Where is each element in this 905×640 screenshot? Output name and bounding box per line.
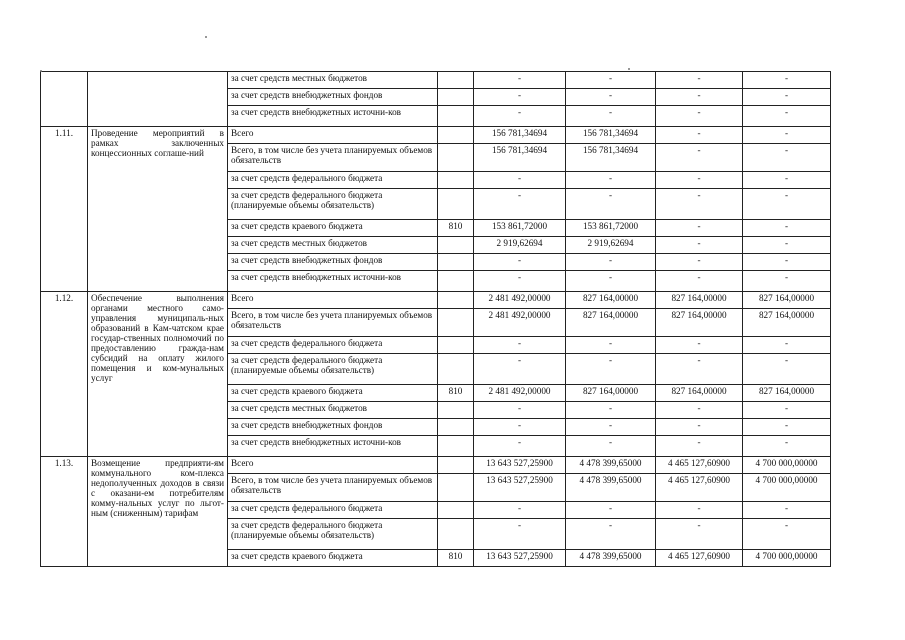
budget-code (438, 436, 474, 457)
amount-cell: - (656, 89, 743, 106)
amount-cell: - (743, 519, 831, 550)
amount-cell: 2 481 492,00000 (474, 385, 566, 402)
amount-cell: - (743, 172, 831, 189)
amount-cell: 827 164,00000 (566, 292, 656, 309)
activity-name: Возмещение предприяти-ям коммунального ком-плекса недополученных доходов в связи с оказани-ем потребителям комму-нальных услуг по льгот-ным (сниженным) тарифам (88, 457, 228, 567)
budget-code (438, 144, 474, 172)
amount-cell: - (566, 337, 656, 354)
amount-cell: 4 700 000,00000 (743, 457, 831, 474)
funding-source: за счет средств федерального бюджета (228, 172, 438, 189)
amount-cell: 4 465 127,60900 (656, 550, 743, 567)
amount-cell: - (656, 354, 743, 385)
budget-code (438, 271, 474, 292)
budget-code (438, 474, 474, 502)
amount-cell: - (743, 354, 831, 385)
amount-cell: - (743, 189, 831, 220)
amount-cell: - (743, 106, 831, 127)
amount-cell: 2 481 492,00000 (474, 292, 566, 309)
amount-cell: 156 781,34694 (474, 127, 566, 144)
amount-cell: - (474, 89, 566, 106)
budget-code (438, 127, 474, 144)
amount-cell: - (474, 254, 566, 271)
funding-source: за счет средств внебюджетных источни-ков (228, 436, 438, 457)
budget-code (438, 309, 474, 337)
amount-cell: - (743, 337, 831, 354)
funding-source: за счет средств краевого бюджета (228, 220, 438, 237)
amount-cell: 4 700 000,00000 (743, 550, 831, 567)
amount-cell: 827 164,00000 (743, 385, 831, 402)
amount-cell: - (566, 519, 656, 550)
amount-cell: - (743, 419, 831, 436)
amount-cell: - (566, 106, 656, 127)
amount-cell: 153 861,72000 (474, 220, 566, 237)
amount-cell: - (656, 144, 743, 172)
activity-name (88, 72, 228, 127)
funding-source: за счет средств местных бюджетов (228, 237, 438, 254)
amount-cell: - (656, 172, 743, 189)
budget-code (438, 106, 474, 127)
amount-cell: - (743, 144, 831, 172)
budget-code (438, 337, 474, 354)
amount-cell: - (474, 172, 566, 189)
budget-code (438, 354, 474, 385)
budget-code (438, 254, 474, 271)
funding-source: за счет средств краевого бюджета (228, 385, 438, 402)
amount-cell: - (566, 72, 656, 89)
funding-source: за счет средств федерального бюджета (планируемые объемы обязательств) (228, 519, 438, 550)
activity-name: Проведение мероприятий в рамках заключенных концессионных соглаше-ний (88, 127, 228, 292)
budget-code (438, 292, 474, 309)
amount-cell: - (656, 337, 743, 354)
budget-code (438, 189, 474, 220)
funding-source: за счет средств федерального бюджета (228, 337, 438, 354)
amount-cell: 2 481 492,00000 (474, 309, 566, 337)
amount-cell: 13 643 527,25900 (474, 457, 566, 474)
amount-cell: - (656, 436, 743, 457)
scan-speck (628, 68, 630, 70)
funding-source: за счет средств федерального бюджета (планируемые объемы обязательств) (228, 189, 438, 220)
amount-cell: - (743, 89, 831, 106)
funding-source: за счет средств местных бюджетов (228, 72, 438, 89)
budget-code (438, 457, 474, 474)
amount-cell: 2 919,62694 (474, 237, 566, 254)
amount-cell: 13 643 527,25900 (474, 550, 566, 567)
amount-cell: - (743, 127, 831, 144)
budget-table-page (40, 71, 830, 567)
amount-cell: - (656, 189, 743, 220)
activity-name: Обеспечение выполнения органами местного само-управления муниципаль-ных образований в Кам-чатском крае государ-ственных полномочий по предоставлению гражда-нам субсидий на оплату жилого помещения и ком-мунальных услуг (88, 292, 228, 457)
amount-cell: 4 478 399,65000 (566, 457, 656, 474)
row-number: 1.11. (41, 127, 88, 292)
funding-source: за счет средств местных бюджетов (228, 402, 438, 419)
table-row (41, 292, 831, 309)
amount-cell: - (566, 419, 656, 436)
amount-cell: - (743, 72, 831, 89)
row-number (41, 72, 88, 127)
amount-cell: - (656, 127, 743, 144)
funding-source: за счет средств внебюджетных источни-ков (228, 106, 438, 127)
budget-code: 810 (438, 385, 474, 402)
amount-cell: 13 643 527,25900 (474, 474, 566, 502)
amount-cell: - (743, 220, 831, 237)
budget-code (438, 519, 474, 550)
amount-cell: 4 465 127,60900 (656, 474, 743, 502)
table-row (41, 127, 831, 144)
amount-cell: - (566, 189, 656, 220)
budget-code (438, 72, 474, 89)
amount-cell: - (474, 189, 566, 220)
amount-cell: - (566, 436, 656, 457)
amount-cell: - (566, 354, 656, 385)
amount-cell: 156 781,34694 (566, 127, 656, 144)
amount-cell: - (656, 106, 743, 127)
amount-cell: - (474, 106, 566, 127)
amount-cell: - (566, 502, 656, 519)
amount-cell: - (656, 502, 743, 519)
amount-cell: 2 919,62694 (566, 237, 656, 254)
budget-code (438, 419, 474, 436)
amount-cell: 153 861,72000 (566, 220, 656, 237)
funding-source: за счет средств федерального бюджета (228, 502, 438, 519)
budget-table (40, 71, 831, 567)
funding-source: за счет средств внебюджетных источни-ков (228, 271, 438, 292)
amount-cell: - (474, 337, 566, 354)
amount-cell: - (474, 354, 566, 385)
budget-code: 810 (438, 550, 474, 567)
funding-source: Всего, в том числе без учета планируемых объемов обязательств (228, 309, 438, 337)
amount-cell: - (656, 402, 743, 419)
scan-speck (205, 36, 207, 38)
amount-cell: 4 465 127,60900 (656, 457, 743, 474)
amount-cell: - (743, 254, 831, 271)
amount-cell: 827 164,00000 (743, 292, 831, 309)
funding-source: Всего (228, 127, 438, 144)
amount-cell: 827 164,00000 (743, 309, 831, 337)
table-row (41, 72, 831, 89)
amount-cell: - (656, 519, 743, 550)
amount-cell: 827 164,00000 (656, 309, 743, 337)
amount-cell: 156 781,34694 (566, 144, 656, 172)
amount-cell: - (743, 502, 831, 519)
budget-code (438, 402, 474, 419)
amount-cell: 4 478 399,65000 (566, 474, 656, 502)
amount-cell: - (656, 254, 743, 271)
amount-cell: 827 164,00000 (656, 385, 743, 402)
amount-cell: - (474, 271, 566, 292)
amount-cell: - (474, 502, 566, 519)
budget-code: 810 (438, 220, 474, 237)
row-number: 1.13. (41, 457, 88, 567)
amount-cell: - (743, 271, 831, 292)
funding-source: за счет средств внебюджетных фондов (228, 419, 438, 436)
amount-cell: - (474, 519, 566, 550)
amount-cell: - (566, 254, 656, 271)
amount-cell: 156 781,34694 (474, 144, 566, 172)
budget-code (438, 502, 474, 519)
funding-source: за счет средств краевого бюджета (228, 550, 438, 567)
amount-cell: - (656, 419, 743, 436)
funding-source: Всего (228, 292, 438, 309)
amount-cell: - (474, 419, 566, 436)
budget-code (438, 89, 474, 106)
amount-cell: 827 164,00000 (566, 385, 656, 402)
amount-cell: - (566, 271, 656, 292)
amount-cell: - (656, 220, 743, 237)
amount-cell: - (656, 271, 743, 292)
amount-cell: 827 164,00000 (566, 309, 656, 337)
funding-source: Всего, в том числе без учета планируемых объемов обязательств (228, 474, 438, 502)
amount-cell: - (566, 402, 656, 419)
amount-cell: 827 164,00000 (656, 292, 743, 309)
amount-cell: - (474, 402, 566, 419)
amount-cell: - (743, 237, 831, 254)
amount-cell: 4 700 000,00000 (743, 474, 831, 502)
amount-cell: - (656, 237, 743, 254)
table-row (41, 457, 831, 474)
budget-code (438, 172, 474, 189)
amount-cell: - (566, 89, 656, 106)
scan-speck (40, 70, 42, 72)
funding-source: Всего, в том числе без учета планируемых объемов обязательств (228, 144, 438, 172)
amount-cell: - (566, 172, 656, 189)
budget-code (438, 237, 474, 254)
funding-source: Всего (228, 457, 438, 474)
row-number: 1.12. (41, 292, 88, 457)
amount-cell: - (474, 436, 566, 457)
funding-source: за счет средств федерального бюджета (планируемые объемы обязательств) (228, 354, 438, 385)
amount-cell: 4 478 399,65000 (566, 550, 656, 567)
amount-cell: - (743, 436, 831, 457)
amount-cell: - (656, 72, 743, 89)
funding-source: за счет средств внебюджетных фондов (228, 254, 438, 271)
amount-cell: - (743, 402, 831, 419)
funding-source: за счет средств внебюджетных фондов (228, 89, 438, 106)
amount-cell: - (474, 72, 566, 89)
